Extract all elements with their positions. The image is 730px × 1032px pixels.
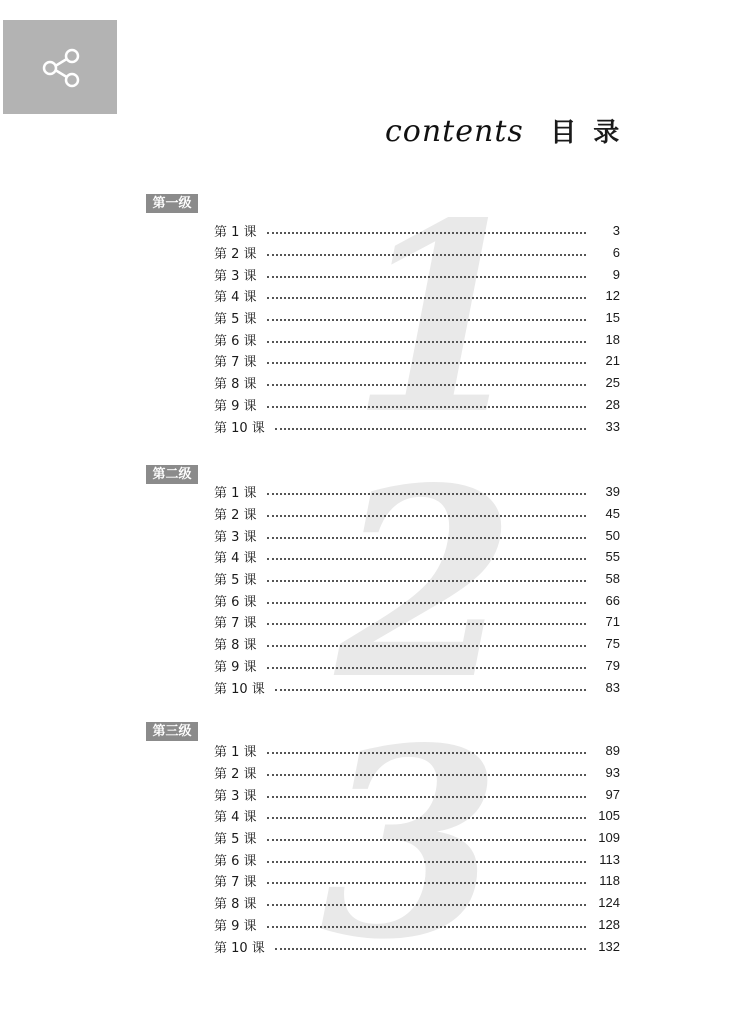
share-icon <box>41 48 81 88</box>
page-number: 55 <box>605 549 620 565</box>
lesson-name: 第 1 课 <box>214 486 257 502</box>
lesson-name: 第 3 课 <box>214 788 257 804</box>
dot-leader <box>267 318 586 321</box>
dot-leader <box>267 601 586 604</box>
dot-leader <box>267 860 586 863</box>
page-number: 124 <box>598 895 620 911</box>
level-heading: 第一级 <box>146 194 198 213</box>
dot-leader <box>275 688 586 691</box>
lesson-name: 第 5 课 <box>214 832 257 848</box>
toc-entry[interactable] <box>214 611 620 633</box>
lesson-name: 第 3 课 <box>214 529 257 545</box>
lesson-name: 第 10 课 <box>214 420 265 436</box>
toc-entry[interactable] <box>214 892 620 914</box>
page-number: 109 <box>598 830 620 846</box>
page-number: 39 <box>605 484 620 500</box>
page-number: 15 <box>605 310 620 326</box>
dot-leader <box>267 275 586 278</box>
lesson-name: 第 10 课 <box>214 681 265 697</box>
page-number: 83 <box>605 679 620 695</box>
page-number: 132 <box>598 938 620 954</box>
dot-leader <box>267 492 586 495</box>
dot-leader <box>267 405 586 408</box>
lesson-name: 第 7 课 <box>214 355 257 371</box>
toc-entry[interactable] <box>214 914 620 936</box>
dot-leader <box>267 622 586 625</box>
dot-leader <box>267 361 586 364</box>
page-title <box>385 112 623 152</box>
toc-entry[interactable] <box>214 350 620 372</box>
dot-leader <box>267 253 586 256</box>
page-number: 105 <box>598 808 620 824</box>
level-heading: 第三级 <box>146 722 198 741</box>
dot-leader <box>267 795 586 798</box>
title-contents: contents <box>385 114 524 149</box>
lesson-name: 第 9 课 <box>214 398 257 414</box>
toc-entry[interactable] <box>214 827 620 849</box>
toc-entry[interactable] <box>214 372 620 394</box>
toc-entry[interactable] <box>214 328 620 350</box>
toc-entry[interactable] <box>214 263 620 285</box>
toc-entry[interactable] <box>214 655 620 677</box>
dot-leader <box>267 340 586 343</box>
dot-leader <box>267 296 586 299</box>
toc-entry[interactable] <box>214 762 620 784</box>
page-number: 12 <box>605 288 620 304</box>
page-number: 45 <box>605 506 620 522</box>
lesson-name: 第 8 课 <box>214 897 257 913</box>
page-number: 75 <box>605 636 620 652</box>
toc-entry[interactable] <box>214 805 620 827</box>
dot-leader <box>267 838 586 841</box>
page-number: 113 <box>599 851 620 867</box>
lesson-name: 第 2 课 <box>214 508 257 524</box>
lesson-name: 第 9 课 <box>214 659 257 675</box>
title-mulu: 目 录 <box>550 118 624 148</box>
page-number: 89 <box>605 743 620 759</box>
dot-leader <box>267 881 586 884</box>
lesson-name: 第 6 课 <box>214 333 257 349</box>
toc-entry[interactable] <box>214 740 620 762</box>
dot-leader <box>267 925 586 928</box>
page-number: 58 <box>605 571 620 587</box>
share-button[interactable] <box>3 20 117 114</box>
lesson-name: 第 6 课 <box>214 594 257 610</box>
lesson-name: 第 8 课 <box>214 377 257 393</box>
lesson-name: 第 7 课 <box>214 616 257 632</box>
lesson-name: 第 8 课 <box>214 638 257 654</box>
watermark-numeral-3: 3 <box>320 692 501 997</box>
toc-entry[interactable] <box>214 242 620 264</box>
toc-entry[interactable] <box>214 394 620 416</box>
page-number: 21 <box>605 353 620 369</box>
dot-leader <box>267 557 586 560</box>
toc-entry[interactable] <box>214 503 620 525</box>
dot-leader <box>267 644 586 647</box>
dot-leader <box>267 751 586 754</box>
page-number: 3 <box>612 223 620 239</box>
dot-leader <box>267 816 586 819</box>
page-number: 50 <box>605 527 620 543</box>
page-number: 9 <box>612 266 620 282</box>
toc-entry[interactable] <box>214 935 620 957</box>
lesson-name: 第 2 课 <box>214 247 257 263</box>
toc-entry[interactable] <box>214 524 620 546</box>
lesson-name: 第 5 课 <box>214 573 257 589</box>
lesson-name: 第 4 课 <box>214 290 257 306</box>
dot-leader <box>267 666 586 669</box>
toc-entry[interactable] <box>214 676 620 698</box>
toc-entry[interactable] <box>214 783 620 805</box>
lesson-name: 第 1 课 <box>214 225 257 241</box>
page-number: 79 <box>605 657 620 673</box>
dot-leader <box>275 947 586 950</box>
lesson-name: 第 5 课 <box>214 312 257 328</box>
toc-entry[interactable] <box>214 307 620 329</box>
lesson-name: 第 4 课 <box>214 810 257 826</box>
page-number: 33 <box>605 418 620 434</box>
toc-entry[interactable] <box>214 568 620 590</box>
lesson-list <box>214 220 620 437</box>
page-number: 97 <box>605 786 620 802</box>
toc-entry[interactable] <box>214 633 620 655</box>
dot-leader <box>275 427 586 430</box>
page-number: 66 <box>605 592 620 608</box>
dot-leader <box>267 773 586 776</box>
page-number: 118 <box>599 873 620 889</box>
lesson-name: 第 10 课 <box>214 940 265 956</box>
dot-leader <box>267 514 586 517</box>
page-number: 6 <box>612 245 620 261</box>
lesson-name: 第 3 课 <box>214 268 257 284</box>
lesson-list <box>214 481 620 698</box>
level-heading: 第二级 <box>146 465 198 484</box>
toc-entry[interactable] <box>214 848 620 870</box>
lesson-name: 第 4 课 <box>214 551 257 567</box>
watermark-numeral-1: 1 <box>350 167 531 472</box>
lesson-name: 第 6 课 <box>214 853 257 869</box>
page-number: 25 <box>605 375 620 391</box>
dot-leader <box>267 383 586 386</box>
lesson-name: 第 1 课 <box>214 745 257 761</box>
page-number: 93 <box>605 765 620 781</box>
watermark-numeral-2: 2 <box>335 432 516 737</box>
toc-entry[interactable] <box>214 481 620 503</box>
page-number: 28 <box>605 396 620 412</box>
lesson-name: 第 2 课 <box>214 767 257 783</box>
toc-entry[interactable] <box>214 285 620 307</box>
page-number: 18 <box>605 331 620 347</box>
dot-leader <box>267 903 586 906</box>
lesson-list <box>214 740 620 957</box>
page-number: 71 <box>605 614 620 630</box>
toc-entry[interactable] <box>214 870 620 892</box>
toc-entry[interactable] <box>214 589 620 611</box>
lesson-name: 第 7 课 <box>214 875 257 891</box>
dot-leader <box>267 579 586 582</box>
toc-entry[interactable] <box>214 415 620 437</box>
dot-leader <box>267 536 586 539</box>
lesson-name: 第 9 课 <box>214 918 257 934</box>
toc-entry[interactable] <box>214 546 620 568</box>
page-number: 128 <box>598 916 620 932</box>
dot-leader <box>267 231 586 234</box>
toc-entry[interactable] <box>214 220 620 242</box>
